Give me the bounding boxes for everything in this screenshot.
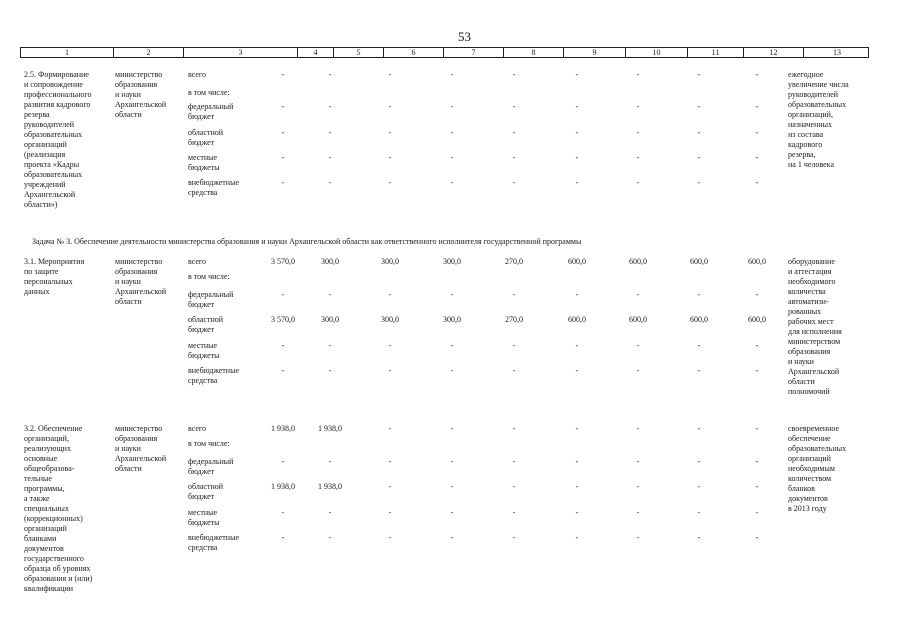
row_3_1-dash: -	[281, 290, 285, 299]
row_3_2-dash: -	[755, 508, 759, 517]
row_2_5-dash: -	[328, 128, 332, 137]
row_3_1-source-total: всего	[188, 257, 207, 266]
row_3_2-value-regional: 1 938,0	[271, 482, 295, 491]
row_3_2-value-total: 1 938,0	[318, 424, 342, 433]
row_2_5-dash: -	[697, 102, 701, 111]
row_3_1-dash: -	[281, 366, 285, 375]
row_2_5-dash: -	[755, 70, 759, 79]
row_3_2-dash: -	[575, 424, 579, 433]
row_3_2-value-regional: 1 938,0	[318, 482, 342, 491]
row_3_2-source-extra: внебюджетные средства	[188, 533, 239, 552]
row_3_2-dash: -	[450, 482, 454, 491]
row_3_2-dash: -	[450, 424, 454, 433]
row_2_5-dash: -	[328, 178, 332, 187]
task-3-heading: Задача № 3. Обеспечение деятельности министерства образования и науки Архангельской области как ответственного исполнителя государственной программы	[32, 237, 582, 246]
row_2_5-dash: -	[755, 153, 759, 162]
row_3_2-dash: -	[636, 533, 640, 542]
row_2_5-dash: -	[636, 128, 640, 137]
row_2_5-dash: -	[328, 102, 332, 111]
row_3_1-dash: -	[575, 290, 579, 299]
row_3_2-dash: -	[281, 457, 285, 466]
row_2_5-source-federal: федеральный бюджет	[188, 102, 234, 121]
row-3-2-executor: министерство образования и науки Архангельской области	[115, 424, 167, 473]
row_3_1-source-extra: внебюджетные средства	[188, 366, 239, 385]
row_2_5-dash: -	[697, 128, 701, 137]
header-col-13: 13	[803, 48, 870, 57]
row_3_1-dash: -	[575, 341, 579, 350]
row_3_2-dash: -	[575, 508, 579, 517]
row_2_5-dash: -	[388, 128, 392, 137]
row_3_1-value-total: 300,0	[381, 257, 399, 266]
row_3_1-source-federal: федеральный бюджет	[188, 290, 234, 309]
row_3_1-dash: -	[281, 341, 285, 350]
row_2_5-dash: -	[281, 178, 285, 187]
row_3_1-dash: -	[450, 290, 454, 299]
header-col-1: 1	[65, 48, 69, 57]
row_3_2-dash: -	[281, 533, 285, 542]
row_3_1-value-total: 270,0	[505, 257, 523, 266]
row_3_1-value-regional: 600,0	[568, 315, 586, 324]
row_2_5-dash: -	[636, 70, 640, 79]
row_2_5-dash: -	[636, 102, 640, 111]
row_3_1-value-regional: 300,0	[443, 315, 461, 324]
row_3_1-dash: -	[328, 366, 332, 375]
row_3_1-value-regional: 3 570,0	[271, 315, 295, 324]
row_3_2-value-total: 1 938,0	[271, 424, 295, 433]
row_2_5-dash: -	[575, 178, 579, 187]
row_3_2-source-including: в том числе:	[188, 439, 230, 448]
header-col-3: 3	[183, 48, 297, 57]
table-header-row	[20, 47, 869, 58]
row_2_5-dash: -	[575, 70, 579, 79]
row_3_1-dash: -	[512, 366, 516, 375]
row_2_5-dash: -	[328, 70, 332, 79]
row-3-1-title: 3.1. Мероприятия по защите персональных данных	[24, 257, 85, 296]
row_3_1-value-regional: 270,0	[505, 315, 523, 324]
row_2_5-dash: -	[697, 178, 701, 187]
row-3-2-title: 3.2. Обеспечение организаций, реализующих основные общеобразова- тельные программы, а также специальных (коррекционных) организаций бланками документов государственного образца об уровнях образования и (или) квалификации	[24, 424, 93, 593]
row_3_1-source-including: в том числе:	[188, 272, 230, 281]
row_3_1-value-total: 3 570,0	[271, 257, 295, 266]
row_3_1-value-total: 300,0	[321, 257, 339, 266]
row_3_2-dash: -	[450, 533, 454, 542]
row_2_5-dash: -	[281, 153, 285, 162]
row_2_5-dash: -	[281, 70, 285, 79]
row_3_1-source-regional: областной бюджет	[188, 315, 224, 334]
row_3_2-dash: -	[450, 508, 454, 517]
row_3_2-source-regional: областной бюджет	[188, 482, 224, 501]
row_3_2-dash: -	[697, 457, 701, 466]
row_3_2-dash: -	[636, 508, 640, 517]
header-col-10: 10	[625, 48, 687, 57]
header-col-6: 6	[383, 48, 443, 57]
row_3_1-dash: -	[328, 341, 332, 350]
row_2_5-dash: -	[450, 102, 454, 111]
header-col-9: 9	[563, 48, 625, 57]
row_3_2-dash: -	[697, 424, 701, 433]
row_2_5-source-local: местные бюджеты	[188, 153, 220, 172]
row_3_1-dash: -	[697, 366, 701, 375]
row_3_2-source-total: всего	[188, 424, 207, 433]
row_2_5-dash: -	[388, 153, 392, 162]
row_3_2-dash: -	[636, 457, 640, 466]
row_2_5-dash: -	[512, 102, 516, 111]
row_2_5-dash: -	[512, 153, 516, 162]
row_3_2-dash: -	[281, 508, 285, 517]
header-col-7: 7	[443, 48, 503, 57]
row_3_1-value-regional: 600,0	[748, 315, 766, 324]
row_3_2-source-local: местные бюджеты	[188, 508, 220, 527]
row_2_5-dash: -	[388, 102, 392, 111]
row_3_2-dash: -	[328, 533, 332, 542]
row_2_5-dash: -	[575, 153, 579, 162]
row_2_5-source-including: в том числе:	[188, 88, 230, 97]
row_2_5-dash: -	[636, 178, 640, 187]
row_3_1-dash: -	[450, 366, 454, 375]
row_2_5-dash: -	[575, 102, 579, 111]
row_3_1-value-regional: 300,0	[381, 315, 399, 324]
row_3_2-dash: -	[512, 424, 516, 433]
row_3_2-dash: -	[388, 533, 392, 542]
row_3_2-dash: -	[697, 482, 701, 491]
row_3_2-source-federal: федеральный бюджет	[188, 457, 234, 476]
row_3_2-dash: -	[512, 457, 516, 466]
row_3_1-value-total: 300,0	[443, 257, 461, 266]
row_2_5-dash: -	[755, 178, 759, 187]
row_2_5-dash: -	[281, 102, 285, 111]
row-2-5-title: 2.5. Формирование и сопровождение профессионального развития кадрового резерва руководителей образовательных организаций (реализация проекта «Кадры образовательных учреждений Архангельской области»)	[24, 70, 92, 209]
row_2_5-dash: -	[450, 178, 454, 187]
row_2_5-dash: -	[755, 102, 759, 111]
row_3_2-dash: -	[388, 508, 392, 517]
row_3_1-dash: -	[755, 341, 759, 350]
row_3_2-dash: -	[755, 424, 759, 433]
row_3_1-value-total: 600,0	[629, 257, 647, 266]
row_3_1-dash: -	[575, 366, 579, 375]
row_3_1-value-total: 600,0	[568, 257, 586, 266]
row_3_2-dash: -	[575, 533, 579, 542]
row_3_1-source-local: местные бюджеты	[188, 341, 220, 360]
row_3_2-dash: -	[755, 533, 759, 542]
row_2_5-dash: -	[281, 128, 285, 137]
row_3_2-dash: -	[450, 457, 454, 466]
row_2_5-dash: -	[450, 70, 454, 79]
row_3_1-dash: -	[697, 290, 701, 299]
row_3_1-dash: -	[755, 290, 759, 299]
row_2_5-source-regional: областной бюджет	[188, 128, 224, 147]
row_3_2-dash: -	[388, 482, 392, 491]
row_3_2-dash: -	[636, 482, 640, 491]
row_3_2-dash: -	[512, 533, 516, 542]
row_3_2-dash: -	[755, 482, 759, 491]
row_2_5-dash: -	[388, 178, 392, 187]
row_3_2-dash: -	[697, 533, 701, 542]
row_3_1-dash: -	[755, 366, 759, 375]
row_3_2-dash: -	[328, 457, 332, 466]
row_3_1-dash: -	[388, 290, 392, 299]
row-3-1-executor: министерство образования и науки Архангельской области	[115, 257, 167, 306]
row-3-2-result: своевременное обеспечение образовательных организаций необходимым количеством бланков документов в 2013 году	[788, 424, 847, 513]
row_2_5-dash: -	[575, 128, 579, 137]
row_3_1-dash: -	[388, 341, 392, 350]
row_2_5-dash: -	[512, 70, 516, 79]
row_3_1-dash: -	[512, 290, 516, 299]
row_2_5-dash: -	[328, 153, 332, 162]
row_2_5-dash: -	[697, 70, 701, 79]
row_2_5-dash: -	[388, 70, 392, 79]
row_2_5-dash: -	[450, 128, 454, 137]
row_3_2-dash: -	[328, 508, 332, 517]
row_2_5-dash: -	[636, 153, 640, 162]
row_3_1-dash: -	[328, 290, 332, 299]
row_3_2-dash: -	[697, 508, 701, 517]
row-3-1-result: оборудование и аттестация необходимого количества автоматизи- рованных рабочих мест для исполнения министерством образования и науки Архангельской области полномочий	[788, 257, 842, 396]
page-number: 53	[458, 29, 471, 44]
row_3_2-dash: -	[575, 482, 579, 491]
row_3_2-dash: -	[388, 457, 392, 466]
row_3_1-dash: -	[636, 341, 640, 350]
row_3_1-value-regional: 600,0	[690, 315, 708, 324]
row_3_2-dash: -	[636, 424, 640, 433]
row_3_1-value-regional: 600,0	[629, 315, 647, 324]
row_3_1-dash: -	[512, 341, 516, 350]
row_3_1-dash: -	[636, 366, 640, 375]
header-col-8: 8	[503, 48, 563, 57]
row-2-5-result: ежегодное увеличение числа руководителей образовательных организаций, назначенных из состава кадрового резерва, на 1 человека	[788, 70, 849, 169]
row_3_2-dash: -	[575, 457, 579, 466]
row_2_5-dash: -	[512, 128, 516, 137]
header-col-11: 11	[687, 48, 743, 57]
row_3_2-dash: -	[512, 482, 516, 491]
row_3_2-dash: -	[755, 457, 759, 466]
row_2_5-dash: -	[697, 153, 701, 162]
header-col-12: 12	[743, 48, 803, 57]
row_3_1-value-total: 600,0	[748, 257, 766, 266]
row_2_5-dash: -	[450, 153, 454, 162]
row_3_1-value-total: 600,0	[690, 257, 708, 266]
row_3_1-dash: -	[388, 366, 392, 375]
row_2_5-dash: -	[512, 178, 516, 187]
row_2_5-source-extra: внебюджетные средства	[188, 178, 239, 197]
row_3_1-dash: -	[450, 341, 454, 350]
row-2-5-executor: министерство образования и науки Архангельской области	[115, 70, 167, 119]
header-col-4: 4	[297, 48, 333, 57]
row_3_1-dash: -	[636, 290, 640, 299]
row_3_1-dash: -	[697, 341, 701, 350]
row_2_5-dash: -	[755, 128, 759, 137]
row_2_5-source-total: всего	[188, 70, 207, 79]
header-col-2: 2	[113, 48, 183, 57]
row_3_2-dash: -	[388, 424, 392, 433]
row_3_1-value-regional: 300,0	[321, 315, 339, 324]
row_3_2-dash: -	[512, 508, 516, 517]
header-col-5: 5	[333, 48, 383, 57]
